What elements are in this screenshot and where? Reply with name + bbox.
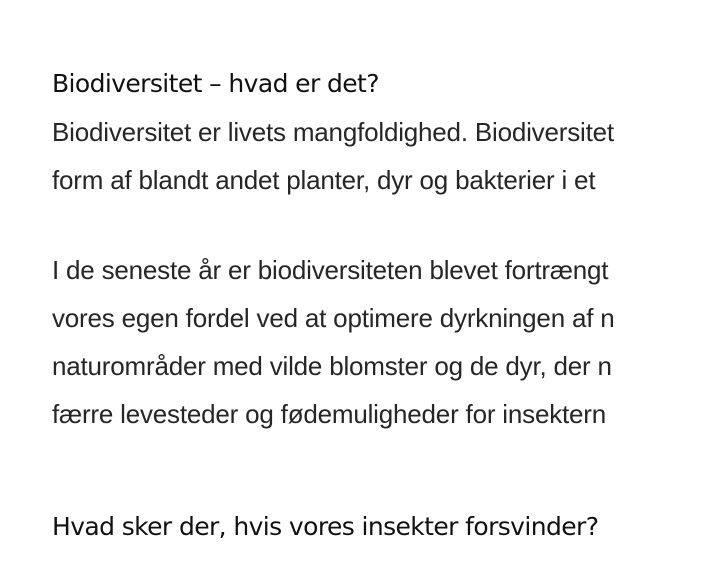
paragraph-line-4: vores egen fordel ved at optimere dyrkningen af n (52, 303, 615, 333)
section-heading-insects: Hvad sker der, hvis vores insekter forsvinder? (52, 512, 599, 541)
section-heading-biodiversity: Biodiversitet – hvad er det? (52, 69, 379, 98)
paragraph-line-5: naturområder med vilde blomster og de dyr, der n (52, 351, 612, 381)
paragraph-line-6: færre levesteder og fødemuligheder for insektern (52, 399, 607, 429)
paragraph-line-1: Biodiversitet er livets mangfoldighed. Biodiversitet (52, 117, 614, 147)
paragraph-line-3: I de seneste år er biodiversiteten blevet fortrængt (52, 255, 609, 285)
paragraph-line-2: form af blandt andet planter, dyr og bakterier i et (52, 165, 596, 195)
